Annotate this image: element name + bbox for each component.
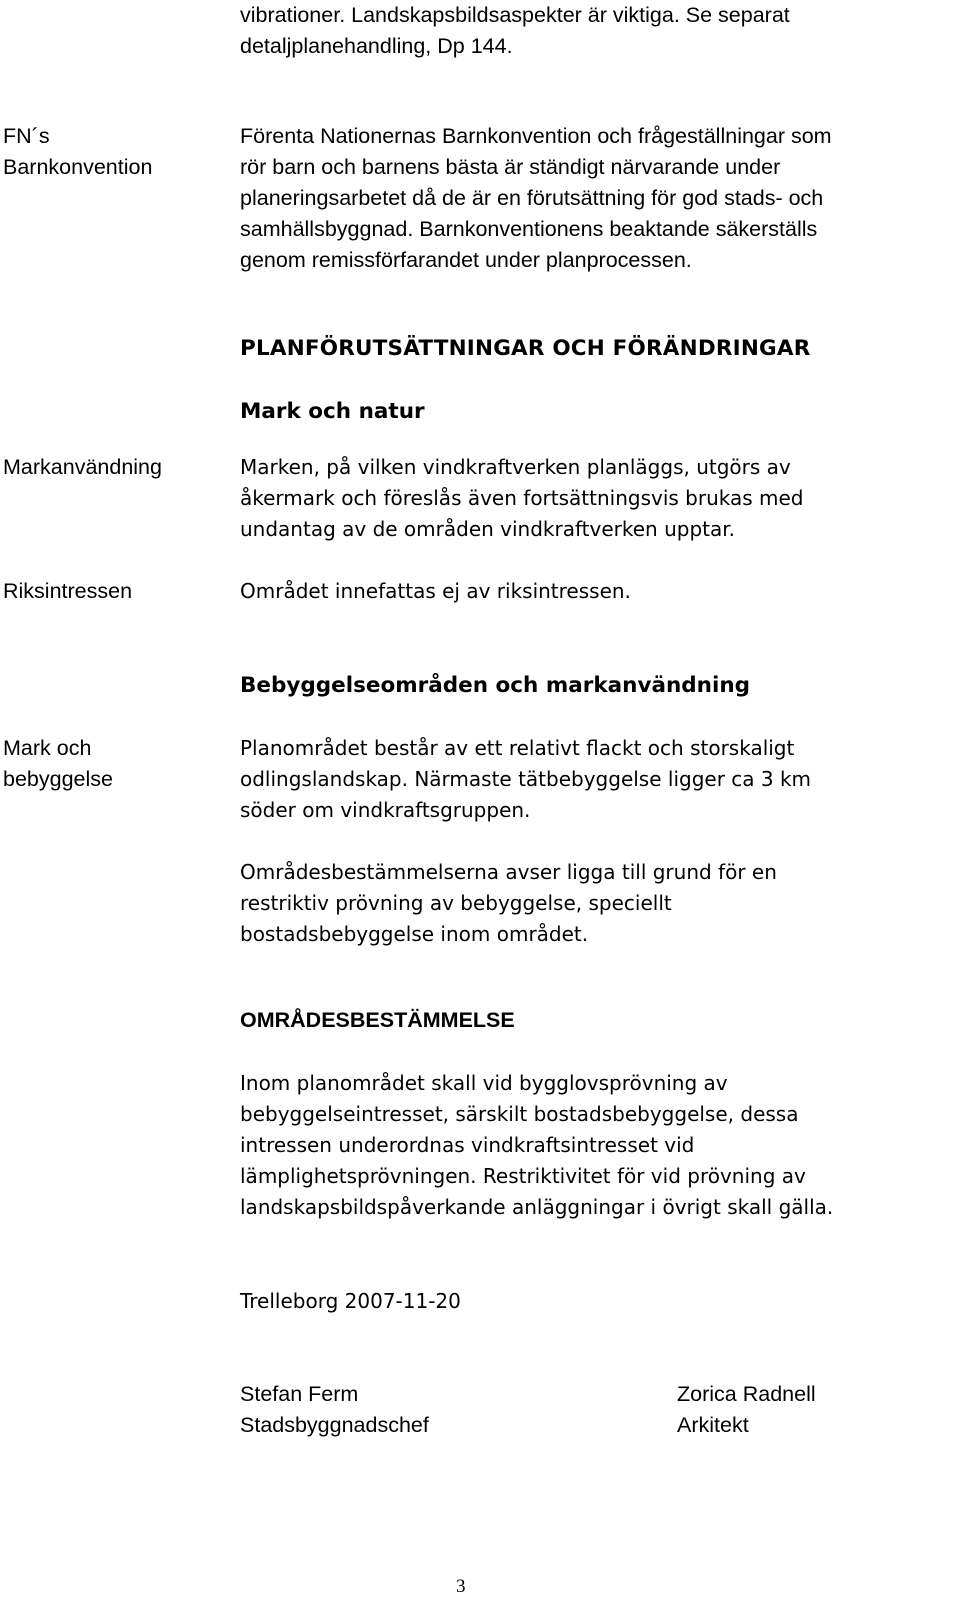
bebyggelse-label-line-2: bebyggelse [3, 767, 113, 791]
signature-left-name: Stefan Ferm [240, 1382, 359, 1406]
main-heading: PLANFÖRUTSÄTTNINGAR OCH FÖRÄNDRINGAR [240, 336, 811, 361]
riksintressen-label: Riksintressen [3, 579, 133, 603]
omradesbestammelse-text-line-4: lämplighetsprövningen. Restriktivitet för vid prövning av [240, 1164, 806, 1188]
page-number: 3 [456, 1576, 466, 1597]
markanvandning-label: Markanvändning [3, 455, 162, 479]
fn-label-line-1: FN´s [3, 124, 50, 148]
omradesbestammelse-text-line-2: bebyggelseintresset, särskilt bostadsbebyggelse, dessa [240, 1102, 799, 1126]
bebyggelse-text2-line-1: Områdesbestämmelserna avser ligga till grund för en [240, 860, 777, 884]
bebyggelse-heading: Bebyggelseområden och markanvändning [240, 673, 751, 698]
fn-label-line-2: Barnkonvention [3, 155, 153, 179]
bebyggelse-text-line-2: odlingslandskap. Närmaste tätbebyggelse ligger ca 3 km [240, 767, 812, 791]
bebyggelse-text2-line-3: bostadsbebyggelse inom området. [240, 922, 589, 946]
date-line: Trelleborg 2007-11-20 [240, 1289, 461, 1313]
signature-right-name: Zorica Radnell [677, 1382, 816, 1406]
omradesbestammelse-heading: OMRÅDESBESTÄMMELSE [240, 1008, 515, 1032]
fn-text-line-2: rör barn och barnens bästa är ständigt närvarande under [240, 155, 781, 179]
intro-line-2: detaljplanehandling, Dp 144. [240, 34, 513, 58]
fn-text-line-4: samhällsbyggnad. Barnkonventionens beaktande säkerställs [240, 217, 818, 241]
bebyggelse-text-line-3: söder om vindkraftsgruppen. [240, 798, 531, 822]
markanvandning-text-line-2: åkermark och föreslås även fortsättningsvis brukas med [240, 486, 804, 510]
omradesbestammelse-text-line-1: Inom planområdet skall vid bygglovsprövning av [240, 1071, 728, 1095]
markanvandning-text-line-1: Marken, på vilken vindkraftverken planläggs, utgörs av [240, 455, 791, 479]
fn-text-line-5: genom remissförfarandet under planprocessen. [240, 248, 692, 272]
fn-text-line-1: Förenta Nationernas Barnkonvention och frågeställningar som [240, 124, 832, 148]
signature-right-title: Arkitekt [677, 1413, 749, 1437]
intro-line-1: vibrationer. Landskapsbildsaspekter är viktiga. Se separat [240, 3, 790, 27]
bebyggelse-text2-line-2: restriktiv prövning av bebyggelse, speciellt [240, 891, 672, 915]
mark-natur-heading: Mark och natur [240, 399, 425, 424]
omradesbestammelse-text-line-3: intressen underordnas vindkraftsintresset vid [240, 1133, 695, 1157]
markanvandning-text-line-3: undantag av de områden vindkraftverken upptar. [240, 517, 735, 541]
riksintressen-text: Området innefattas ej av riksintressen. [240, 579, 631, 603]
signature-left-title: Stadsbyggnadschef [240, 1413, 429, 1437]
bebyggelse-text-line-1: Planområdet består av ett relativt flackt och storskaligt [240, 736, 795, 760]
bebyggelse-label-line-1: Mark och [3, 736, 92, 760]
omradesbestammelse-text-line-5: landskapsbildspåverkande anläggningar i övrigt skall gälla. [240, 1195, 834, 1219]
fn-text-line-3: planeringsarbetet då de är en förutsättning för god stads- och [240, 186, 824, 210]
